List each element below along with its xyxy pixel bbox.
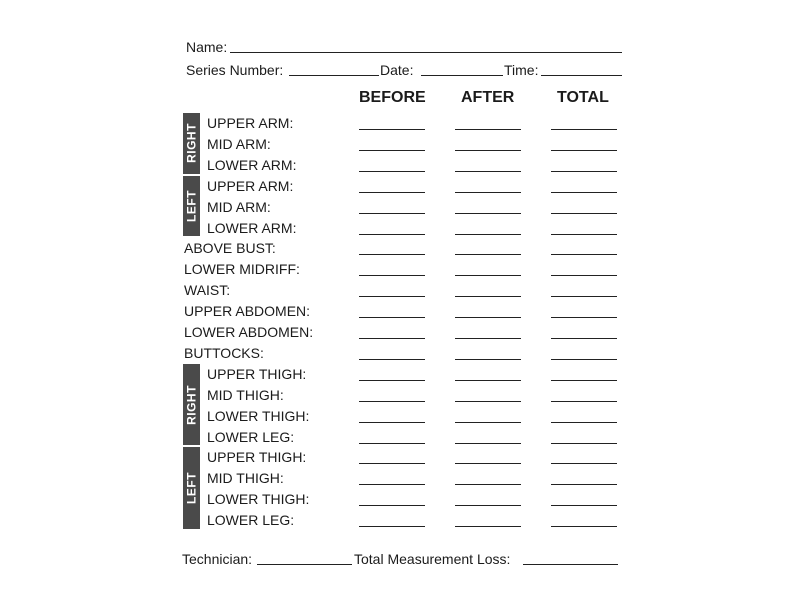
total-blank[interactable] [551,484,617,485]
total-blank[interactable] [551,359,617,360]
time-field-line[interactable] [541,75,622,76]
name-field-line[interactable] [230,52,622,53]
after-blank[interactable] [455,463,521,464]
total-blank[interactable] [551,463,617,464]
before-blank[interactable] [359,234,425,235]
total-blank[interactable] [551,526,617,527]
before-blank[interactable] [359,526,425,527]
before-blank[interactable] [359,275,425,276]
after-blank[interactable] [455,443,521,444]
after-blank[interactable] [455,317,521,318]
before-blank[interactable] [359,296,425,297]
before-blank[interactable] [359,338,425,339]
after-blank[interactable] [455,192,521,193]
series-number-label: Series Number: [186,62,284,78]
measurement-label: WAIST: [184,282,231,299]
measurement-label: LOWER LEG: [207,512,295,529]
measurement-label: LOWER MIDRIFF: [184,261,300,278]
before-blank[interactable] [359,484,425,485]
measurement-label: ABOVE BUST: [184,240,276,257]
before-blank[interactable] [359,129,425,130]
side-tab-label: RIGHT [184,384,198,425]
measurement-label: UPPER ARM: [207,115,294,131]
total-blank[interactable] [551,171,617,172]
before-blank[interactable] [359,254,425,255]
measurement-label: MID THIGH: [207,386,284,403]
measurement-label: LOWER THIGH: [207,491,310,508]
after-blank[interactable] [455,422,521,423]
measurement-label: BUTTOCKS: [184,344,264,361]
after-blank[interactable] [455,484,521,485]
total-blank[interactable] [551,443,617,444]
series-number-field-line[interactable] [289,75,379,76]
total-blank[interactable] [551,338,617,339]
name-label: Name: [186,39,228,55]
after-blank[interactable] [455,275,521,276]
before-blank[interactable] [359,463,425,464]
total-blank[interactable] [551,275,617,276]
side-tab-right [183,364,200,446]
total-blank[interactable] [551,234,617,235]
after-blank[interactable] [455,150,521,151]
before-blank[interactable] [359,505,425,506]
after-blank[interactable] [455,234,521,235]
measurement-label: UPPER THIGH: [207,365,307,382]
after-blank[interactable] [455,338,521,339]
total-blank[interactable] [551,213,617,214]
technician-field-line[interactable] [257,564,352,565]
side-tab-label: RIGHT [184,123,198,164]
measurement-label: LOWER ARM: [207,219,297,236]
after-blank[interactable] [455,171,521,172]
before-blank[interactable] [359,317,425,318]
total-blank[interactable] [551,192,617,193]
after-blank[interactable] [455,129,521,130]
total-blank[interactable] [551,296,617,297]
measurement-label: MID THIGH: [207,470,284,487]
technician-label: Technician: [182,551,253,567]
before-blank[interactable] [359,401,425,402]
column-header-after: AFTER [461,89,515,106]
measurement-label: LOWER LEG: [207,428,295,445]
date-field-line[interactable] [421,75,503,76]
before-blank[interactable] [359,359,425,360]
before-blank[interactable] [359,213,425,214]
total-blank[interactable] [551,505,617,506]
time-label: Time: [504,62,539,78]
total-measurement-loss-label: Total Measurement Loss: [354,551,511,567]
total-blank[interactable] [551,401,617,402]
measurement-label: LOWER ABDOMEN: [184,324,314,340]
measurement-label: MID ARM: [207,135,271,152]
measurement-label: UPPER ARM: [207,177,294,194]
measurement-label: UPPER ABDOMEN: [184,303,311,320]
before-blank[interactable] [359,150,425,151]
after-blank[interactable] [455,401,521,402]
after-blank[interactable] [455,254,521,255]
total-blank[interactable] [551,422,617,423]
side-tab-left [183,447,200,529]
side-tab-label: LEFT [184,190,198,223]
total-blank[interactable] [551,380,617,381]
measurement-label: MID ARM: [207,198,271,215]
total-measurement-loss-field-line[interactable] [523,564,618,565]
after-blank[interactable] [455,505,521,506]
before-blank[interactable] [359,380,425,381]
before-blank[interactable] [359,443,425,444]
measurement-label: LOWER THIGH: [207,407,310,424]
side-tab-right [183,113,200,174]
after-blank[interactable] [455,213,521,214]
date-label: Date: [380,62,414,78]
column-header-before: BEFORE [359,89,426,106]
side-tab-left [183,176,200,237]
total-blank[interactable] [551,317,617,318]
before-blank[interactable] [359,192,425,193]
total-blank[interactable] [551,150,617,151]
after-blank[interactable] [455,359,521,360]
measurement-label: UPPER THIGH: [207,449,307,466]
before-blank[interactable] [359,422,425,423]
column-header-total: TOTAL [557,89,609,106]
after-blank[interactable] [455,296,521,297]
measurement-label: LOWER ARM: [207,156,297,173]
after-blank[interactable] [455,380,521,381]
total-blank[interactable] [551,129,617,130]
before-blank[interactable] [359,171,425,172]
after-blank[interactable] [455,526,521,527]
side-tab-label: LEFT [184,472,198,505]
total-blank[interactable] [551,254,617,255]
